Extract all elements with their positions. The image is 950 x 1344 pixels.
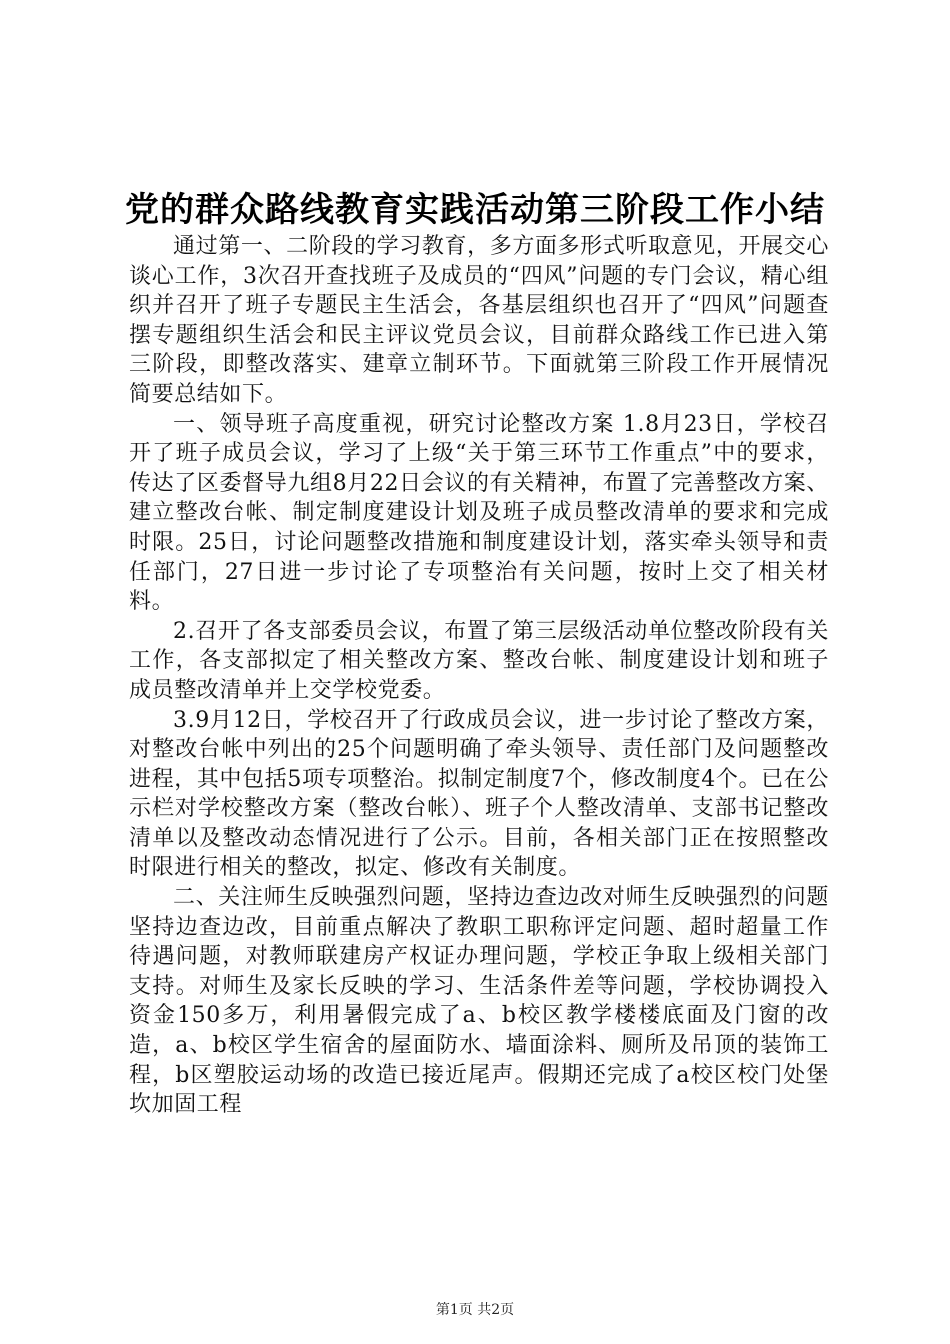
paragraph-item-3: 3.9月12日，学校召开了行政成员会议，进一步讨论了整改方案，对整改台帐中列出的25个问题明确了牵头领导、责任部门及问题整改进程，其中包括5项专项整治。拟制定制度7个，修改制度4个。已在公示栏对学校整改方案（整改台帐）、班子个人整改清单、支部书记整改清单以及整改动态情况进行了公示。目前，各相关部门正在按照整改时限进行相关的整改，拟定、修改有关制度。 [129, 707, 829, 881]
page-number-footer: 第1页 共2页 [435, 1302, 515, 1318]
document-body [129, 232, 829, 1120]
document-title: 党的群众路线教育实践活动第三阶段工作小结 [125, 190, 825, 230]
paragraph-item-2: 2.召开了各支部委员会议，布置了第三层级活动单位整改阶段有关工作，各支部拟定了相关整改方案、整改台帐、制度建设计划和班子成员整改清单并上交学校党委。 [129, 618, 829, 703]
paragraph-section-1: 一、领导班子高度重视，研究讨论整改方案 1.8月23日，学校召开了班子成员会议，学习了上级“关于第三环节工作重点”中的要求，传达了区委督导九组8月22日会议的有关精神，布置了完善整改方案、建立整改台帐、制定制度建设计划及班子成员整改清单的要求和完成时限。25日，讨论问题整改措施和制度建设计划，落实牵头领导和责任部门，27日进一步讨论了专项整治有关问题，按时上交了相关材料。 [129, 411, 829, 615]
paragraph-intro: 通过第一、二阶段的学习教育，多方面多形式听取意见，开展交心谈心工作，3次召开查找班子及成员的“四风”问题的专门会议，精心组织并召开了班子专题民主生活会，各基层组织也召开了“四风”问题查摆专题组织生活会和民主评议党员会议，目前群众路线工作已进入第三阶段，即整改落实、建章立制环节。下面就第三阶段工作开展情况简要总结如下。 [129, 234, 829, 407]
paragraph-section-2: 二、关注师生反映强烈问题，坚持边查边改对师生反映强烈的问题坚持边查边改，目前重点解决了教职工职称评定问题、超时超量工作待遇问题，对教师联建房产权证办理问题，学校正争取上级相关部门支持。对师生及家长反映的学习、生活条件差等问题，学校协调投入资金150多万，利用暑假完成了a、b校区教学楼楼底面及门窗的改造，a、b校区学生宿舍的屋面防水、墙面涂料、厕所及吊顶的装饰工程，b区塑胶运动场的改造已接近尾声。假期还完成了a校区校门处堡坎加固工程 [129, 885, 829, 1118]
